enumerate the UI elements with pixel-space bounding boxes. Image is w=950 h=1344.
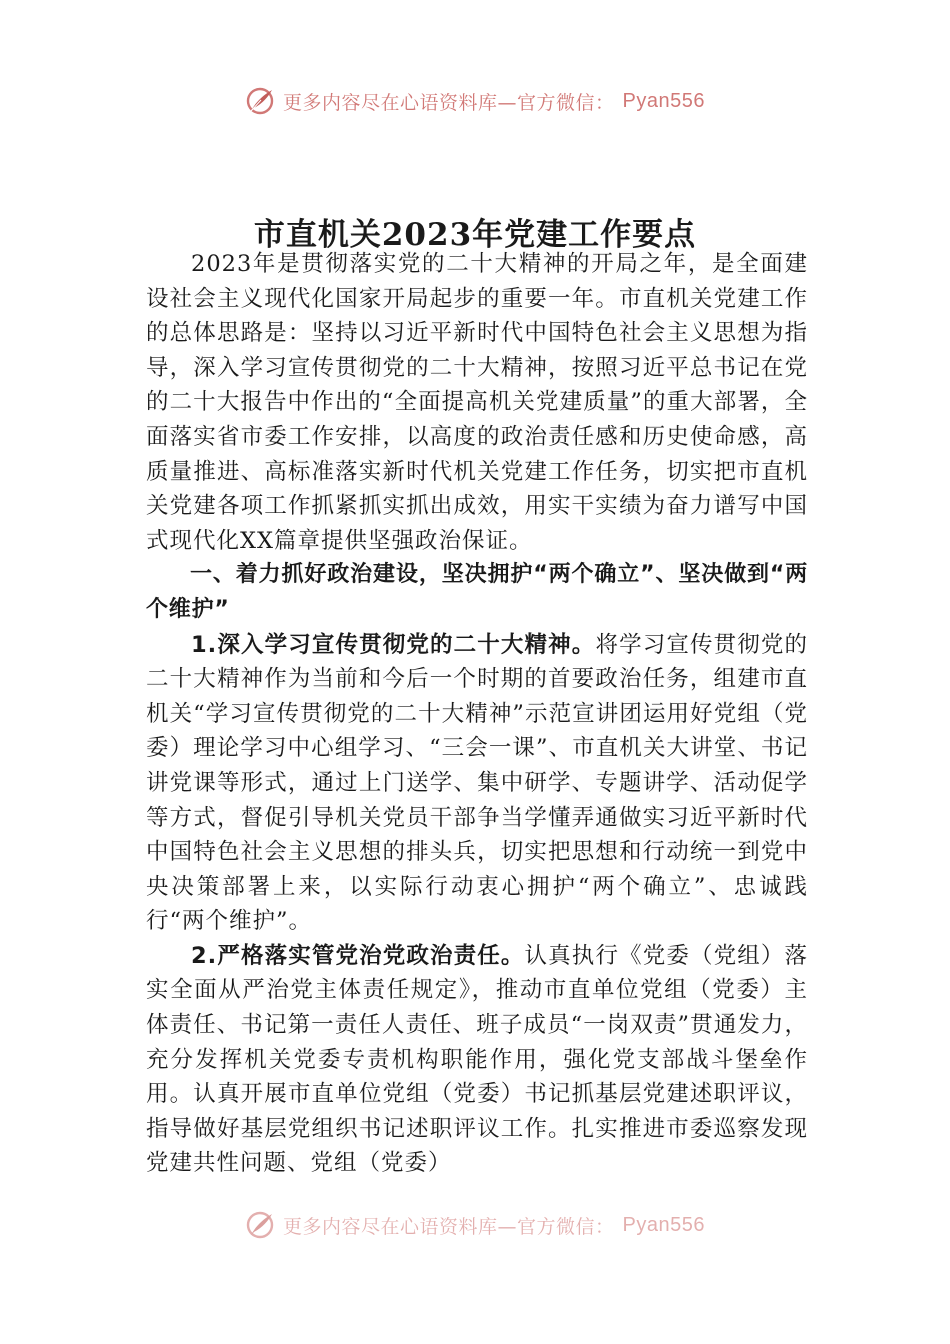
item-paragraph bbox=[146, 628, 808, 939]
document-title: 市直机关2023年党建工作要点 bbox=[253, 216, 697, 253]
item-paragraph bbox=[146, 939, 808, 1181]
item-body: 将学习宣传贯彻党的二十大精神作为当前和今后一个时期的首要政治任务，组建市直机关“学习宣传贯彻党的二十大精神”示范宣讲团运用好党组（党委）理论学习中心组学习、“三会一课”、市直机关大讲堂、书记讲党课等形式，通过上门送学、集中研学、专题讲学、活动促学等方式，督促引导机关党员干部争当学懂弄通做实习近平新时代中国特色社会主义思想的排头兵，切实把思想和行动统一到党中央决策部署上来，以实际行动衷心拥护“两个确立”、忠诚践行“两个维护”。 bbox=[146, 631, 808, 935]
item-body: 认真执行《党委（党组）落实全面从严治党主体责任规定》，推动市直单位党组（党委）主体责任、书记第一责任人责任、班子成员“一岗双责”贯通发力，充分发挥机关党委专责机构职能作用，强化党支部战斗堡垒作用。认真开展市直单位党组（党委）书记抓基层党建述职评议，指导做好基层党组织书记述职评议工作。扎实推进市委巡察发现党建共性问题、党组（党委） bbox=[146, 942, 808, 1177]
feather-pen-logo-icon bbox=[245, 86, 275, 116]
watermark-text: 更多内容尽在心语资料库—官方微信： bbox=[283, 91, 615, 114]
watermark-text: 更多内容尽在心语资料库—官方微信： bbox=[283, 1215, 615, 1238]
item-lead: 2.严格落实管党治党政治责任。 bbox=[191, 942, 525, 969]
watermark-wechat-id: Pyan556 bbox=[622, 89, 705, 112]
feather-pen-logo-icon bbox=[245, 1210, 275, 1240]
watermark-footer bbox=[0, 1210, 950, 1240]
watermark-wechat-id: Pyan556 bbox=[622, 1213, 705, 1236]
watermark-header bbox=[0, 86, 950, 116]
document-body bbox=[146, 247, 808, 1181]
intro-paragraph: 2023年是贯彻落实党的二十大精神的开局之年，是全面建设社会主义现代化国家开局起步的重要一年。市直机关党建工作的总体思路是：坚持以习近平新时代中国特色社会主义思想为指导，深入学习宣传贯彻党的二十大精神，按照习近平总书记在党的二十大报告中作出的“全面提高机关党建质量”的重大部署，全面落实省市委工作安排，以高度的政治责任感和历史使命感，高质量推进、高标准落实新时代机关党建工作任务，切实把市直机关党建各项工作抓紧抓实抓出成效，用实干实绩为奋力谱写中国式现代化XX篇章提供坚强政治保证。 bbox=[146, 251, 808, 554]
item-lead: 1.深入学习宣传贯彻党的二十大精神。 bbox=[191, 631, 596, 658]
section-heading: 一、着力抓好政治建设，坚决拥护“两个确立”、坚决做到“两个维护” bbox=[146, 562, 808, 622]
